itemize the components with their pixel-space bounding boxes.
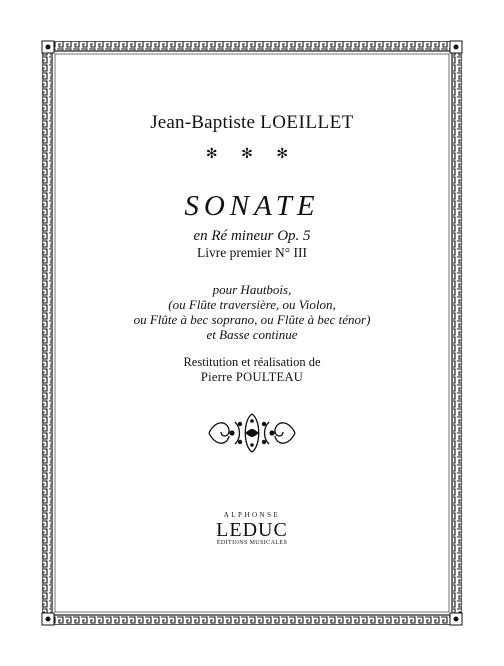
floral-ornament-icon — [205, 410, 299, 456]
credit-line: Restitution et réalisation de — [183, 355, 321, 369]
publisher-line-3: ÉDITIONS MUSICALES — [216, 540, 288, 546]
publisher-line-1: ALPHONSE — [223, 511, 281, 519]
composer-last-name: LOEILLET — [260, 112, 354, 133]
composer-name — [0, 112, 504, 134]
book-number: Livre premier N° III — [197, 245, 307, 260]
instrumentation-line: (ou Flûte traversière, ou Violon, — [168, 297, 336, 312]
instrumentation-line: ou Flûte à bec soprano, ou Flûte à bec ténor) — [133, 312, 371, 327]
key-and-opus: en Ré mineur Op. 5 — [193, 228, 311, 244]
instrumentation-line: pour Hautbois, — [212, 282, 292, 297]
asterisk-stars-icon: ✻ ✻ ✻ — [205, 147, 299, 162]
publisher-name: LEDUC — [216, 519, 288, 541]
composer-first-name: Jean-Baptiste — [150, 112, 256, 133]
editor-name: Pierre POULTEAU — [200, 370, 304, 384]
page-title: SONATE — [184, 190, 320, 222]
instrumentation-line: et Basse continue — [206, 327, 298, 342]
